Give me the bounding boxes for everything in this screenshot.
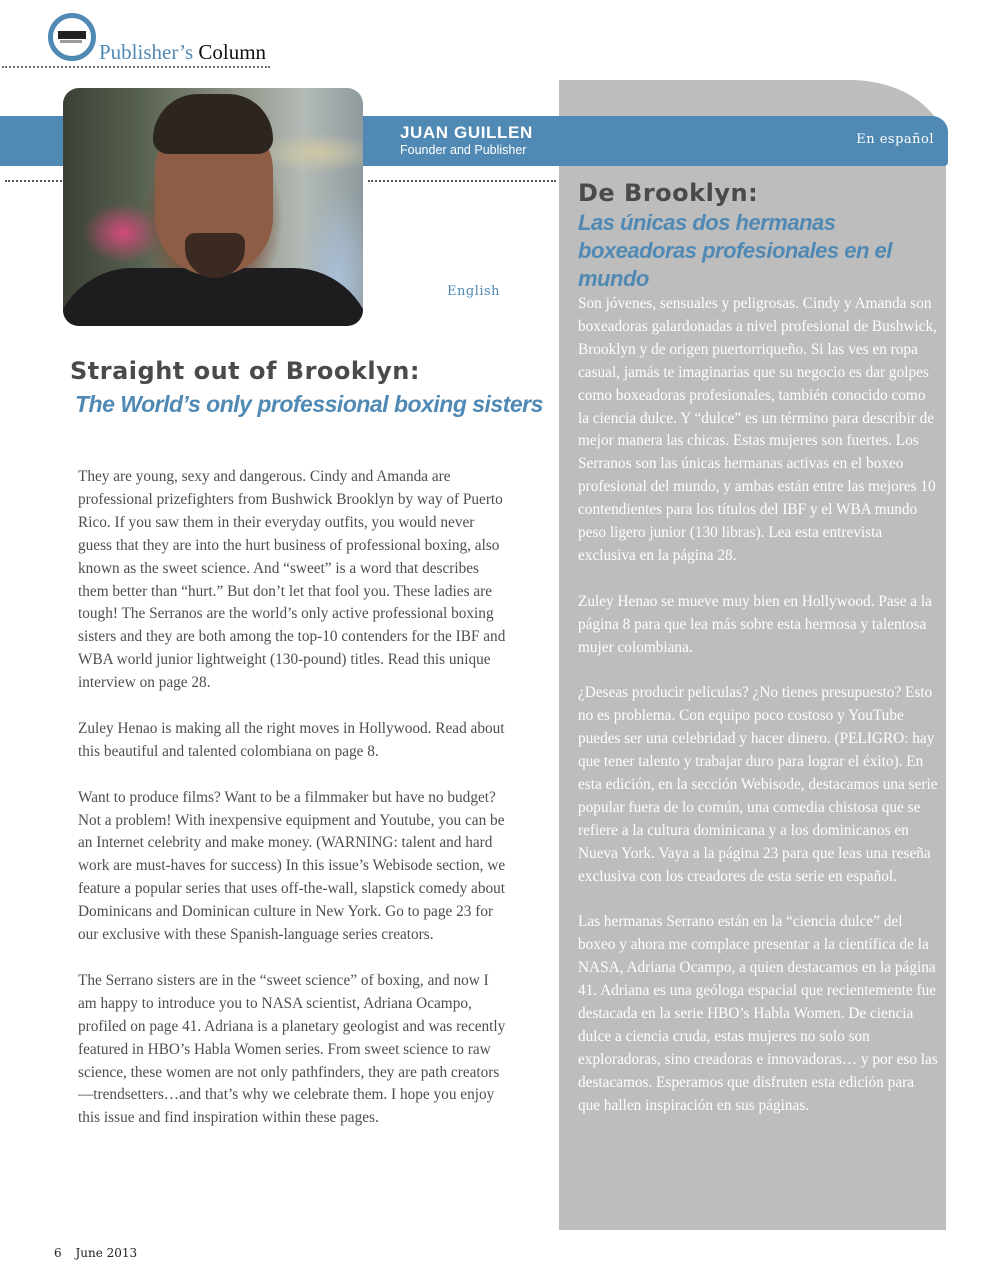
spanish-headline: De Brooklyn: <box>578 179 759 207</box>
issue-date: June 2013 <box>75 1246 138 1260</box>
dotted-divider-left <box>5 180 62 182</box>
english-paragraph: They are young, sexy and dangerous. Cindy and Amanda are professional prizefighters from Bushwick Brooklyn by way of Puerto Rico. If you saw them in their everyday outfits, you would never guess that they are into the hurt business of professional boxing, also known as the sweet science. And “sweet” is a word that describes them better than “hurt.” But don’t let that fool you. These ladies are tough! The Serranos are the world’s only active professional boxing sisters and they are both among the top-10 contenders for the IBF and WBA world junior lightweight (130-pound) titles. Read this unique interview on page 28. <box>78 468 506 692</box>
logo-sub-block <box>60 40 82 43</box>
author-role: Founder and Publisher <box>400 143 527 157</box>
section-title-column: Column <box>198 40 267 64</box>
photo-hair-shape <box>153 94 273 154</box>
spanish-paragraph: ¿Deseas producir películas? ¿No tienes presupuesto? Esto no es problema. Con equipo poco costoso y YouTube puedes ser una celebridad y hacer dinero. (PELIGRO: hay que tener talento y trabajar duro para lograr el éxito). En esta edición, en la sección Webisode, destacamos una serie popular fuera de lo común, una comedia chistosa que se refiere a la cultura dominicana y a los dominicanos en Nueva York. Vaya a la página 23 para que leas una reseña exclusiva con los creadores de esta serie en español. <box>578 684 938 885</box>
publishers-column-logo-icon <box>48 13 96 61</box>
spanish-paragraph: Las hermanas Serrano están en la “ciencia dulce” del boxeo y ahora me complace presentar a la científica de la NASA, Adriana Ocampo, a quien destacamos en la página 41. Adriana es una geóloga espacial que recientemente fue destacada en la serie HBO’s Habla Women. De ciencia dulce a ciencia cruda, estas mujeres no solo son exploradoras, sino creadoras e innovadoras… y por eso las destacamos. Esperamos que disfruten esta edición para que hallen inspiración en sus páginas. <box>578 913 938 1114</box>
english-paragraph: Want to produce films? Want to be a filmmaker but have no budget? Not a problem! With inexpensive equipment and Youtube, you can be an Internet celebrity and make money. (WARNING: talent and hard work are must-haves for success) In this issue’s Webisode section, we feature a popular series that uses off-the-wall, slapstick comedy about Dominicans and Dominican culture in New York. Go to page 23 for our exclusive with these Spanish-language series creators. <box>78 788 506 944</box>
section-title <box>99 40 266 64</box>
english-headline: Straight out of Brooklyn: <box>70 357 420 385</box>
header-dotted-rule <box>2 66 270 68</box>
english-subheadline: The World’s only professional boxing sisters <box>75 391 543 417</box>
page-number: 6 <box>54 1246 62 1260</box>
dotted-divider-middle <box>368 180 556 182</box>
english-paragraph: Zuley Henao is making all the right moves in Hollywood. Read about this beautiful and talented colombiana on page 8. <box>78 719 505 760</box>
author-photo <box>63 88 363 326</box>
page-footer <box>54 1246 137 1260</box>
logo-label-block <box>58 31 86 39</box>
spanish-paragraph: Zuley Henao se mueve muy bien en Hollywood. Pase a la página 8 para que lea más sobre esta hermosa y talentosa mujer colombiana. <box>578 592 932 656</box>
language-label-english: English <box>447 284 501 299</box>
spanish-body <box>578 293 938 1118</box>
author-name: JUAN GUILLEN <box>400 123 533 142</box>
spanish-paragraph: Son jóvenes, sensuales y peligrosas. Cindy y Amanda son boxeadoras galardonadas a nivel profesional de Bushwick, Brooklyn y de origen puertorriqueño. Si las ves en ropa casual, jamás te imaginarías que su negocio es dar golpes como boxeadoras profesionales, también conocido como la ciencia dulce. Y “dulce” es un término para describir de mejor manera las chicas. Estas mujeres son fuertes. Los Serranos son las únicas hermanas activas en el boxeo profesional del mundo, y ambas están entre las mejores 10 contendientes para los títulos del IBF y el WBA mundo peso ligero junior (130 libras). Lea esta entrevista exclusiva en la página 28. <box>578 295 937 564</box>
english-paragraph: The Serrano sisters are in the “sweet science” of boxing, and now I am happy to introduce you to NASA scientist, Adriana Ocampo, profiled on page 41. Adriana is a planetary geologist and was recently featured in HBO’s Habla Women series. From sweet science to raw science, these women are not only pathfinders, they are path creators—trendsetters…and that’s why we celebrate them. I hope you enjoy this issue and find inspiration within these pages. <box>78 971 506 1127</box>
english-body <box>78 466 508 1130</box>
spanish-subheadline: Las únicas dos hermanas boxeadoras profesionales en el mundo <box>578 210 892 291</box>
section-title-publishers: Publisher’s <box>99 40 194 64</box>
language-label-spanish: En español <box>856 132 934 147</box>
